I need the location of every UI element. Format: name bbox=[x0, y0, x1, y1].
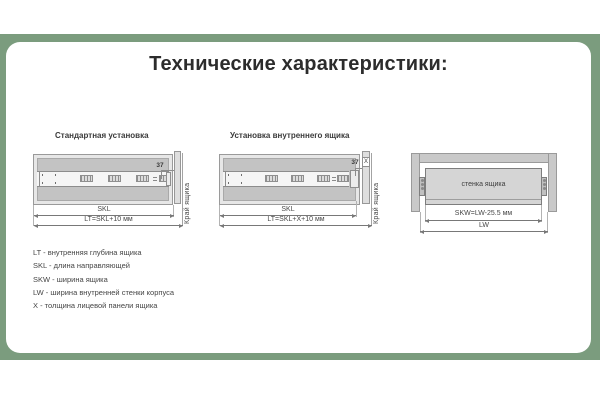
skl-dim-label: SKL bbox=[97, 206, 111, 213]
lw-dim-line bbox=[420, 231, 548, 232]
offset-37-leader bbox=[355, 168, 362, 169]
drawer-edge-label: Край ящика bbox=[373, 182, 380, 224]
offset-37-leader bbox=[161, 170, 162, 179]
cabinet-right-wall bbox=[548, 153, 557, 212]
rail-hole-pattern bbox=[337, 175, 349, 182]
rail-hole-pattern bbox=[291, 175, 304, 182]
ball-bearing bbox=[421, 183, 424, 186]
rail-hole-pattern bbox=[136, 175, 149, 182]
rail-cross-section-right bbox=[541, 177, 547, 196]
rail-hole-pattern bbox=[317, 175, 330, 182]
legend-item-x: X - толщина лицевой панели ящика bbox=[33, 301, 158, 311]
extension-line bbox=[356, 201, 357, 217]
ball-bearing bbox=[543, 187, 546, 190]
rail-hole-dot bbox=[55, 182, 56, 184]
offset-37-label: 37 bbox=[351, 159, 359, 166]
rail-end-line bbox=[225, 172, 226, 186]
page-title: Технические характеристики: bbox=[149, 53, 448, 75]
rail-hole-dot bbox=[42, 174, 43, 176]
rail-hole-dot bbox=[228, 182, 229, 184]
ball-bearing bbox=[421, 187, 424, 190]
rail-hole-pattern bbox=[265, 175, 278, 182]
lt-dim-line bbox=[34, 225, 183, 226]
lt-dim-label: LT=SKL+10 мм bbox=[84, 216, 133, 223]
drawer-front-bar bbox=[174, 151, 181, 204]
rail-hole-pattern bbox=[108, 175, 121, 182]
lw-dim-label: LW bbox=[479, 222, 489, 229]
ball-bearing bbox=[543, 183, 546, 186]
cabinet-back-panel bbox=[411, 153, 557, 163]
rail-cross-section-left bbox=[419, 177, 425, 196]
skw-dim-label: SKW=LW-25.5 мм bbox=[454, 210, 513, 217]
drawer-slide-rail bbox=[37, 171, 169, 187]
skl-dim-label: SKL bbox=[281, 206, 295, 213]
front-thickness-x-label: X bbox=[363, 159, 368, 165]
offset-37-leader bbox=[161, 170, 174, 171]
drawer-edge-line bbox=[371, 153, 372, 225]
equals-mark bbox=[153, 177, 157, 181]
offset-37-label: 37 bbox=[156, 162, 164, 169]
rail-hole-dot bbox=[241, 182, 242, 184]
rail-hole-dot bbox=[42, 182, 43, 184]
equals-mark bbox=[332, 177, 336, 181]
rail-hole-pattern bbox=[80, 175, 93, 182]
lt-dim-label: LT=SKL+X+10 мм bbox=[267, 216, 325, 223]
ball-bearing bbox=[421, 179, 424, 182]
diagram-inner-title: Установка внутреннего ящика bbox=[230, 131, 350, 140]
skw-dim-line bbox=[425, 220, 542, 221]
rail-end-line bbox=[39, 172, 40, 186]
legend-item-skw: SKW - ширина ящика bbox=[33, 274, 108, 284]
drawer-wall-bottom-line bbox=[426, 199, 541, 200]
drawer-edge-label: Край ящика bbox=[184, 182, 191, 224]
lt-dim-line bbox=[220, 225, 372, 226]
offset-37-leader bbox=[355, 168, 356, 176]
drawer-wall-label: стенка ящика bbox=[461, 181, 506, 188]
legend bbox=[33, 246, 174, 312]
legend-item-skl: SKL - длина направляющей bbox=[33, 261, 130, 271]
legend-item-lt: LT - внутренняя глубина ящика bbox=[33, 248, 142, 257]
ball-bearing bbox=[543, 179, 546, 182]
legend-item-lw: LW - ширина внутренней стенки корпуса bbox=[33, 287, 175, 297]
rail-end-cap bbox=[166, 172, 171, 186]
rail-hole-dot bbox=[55, 174, 56, 176]
diagram-standard-title: Стандартная установка bbox=[55, 131, 149, 140]
rail-hole-dot bbox=[228, 174, 229, 176]
drawer-edge-line bbox=[182, 153, 183, 225]
rail-hole-dot bbox=[241, 174, 242, 176]
